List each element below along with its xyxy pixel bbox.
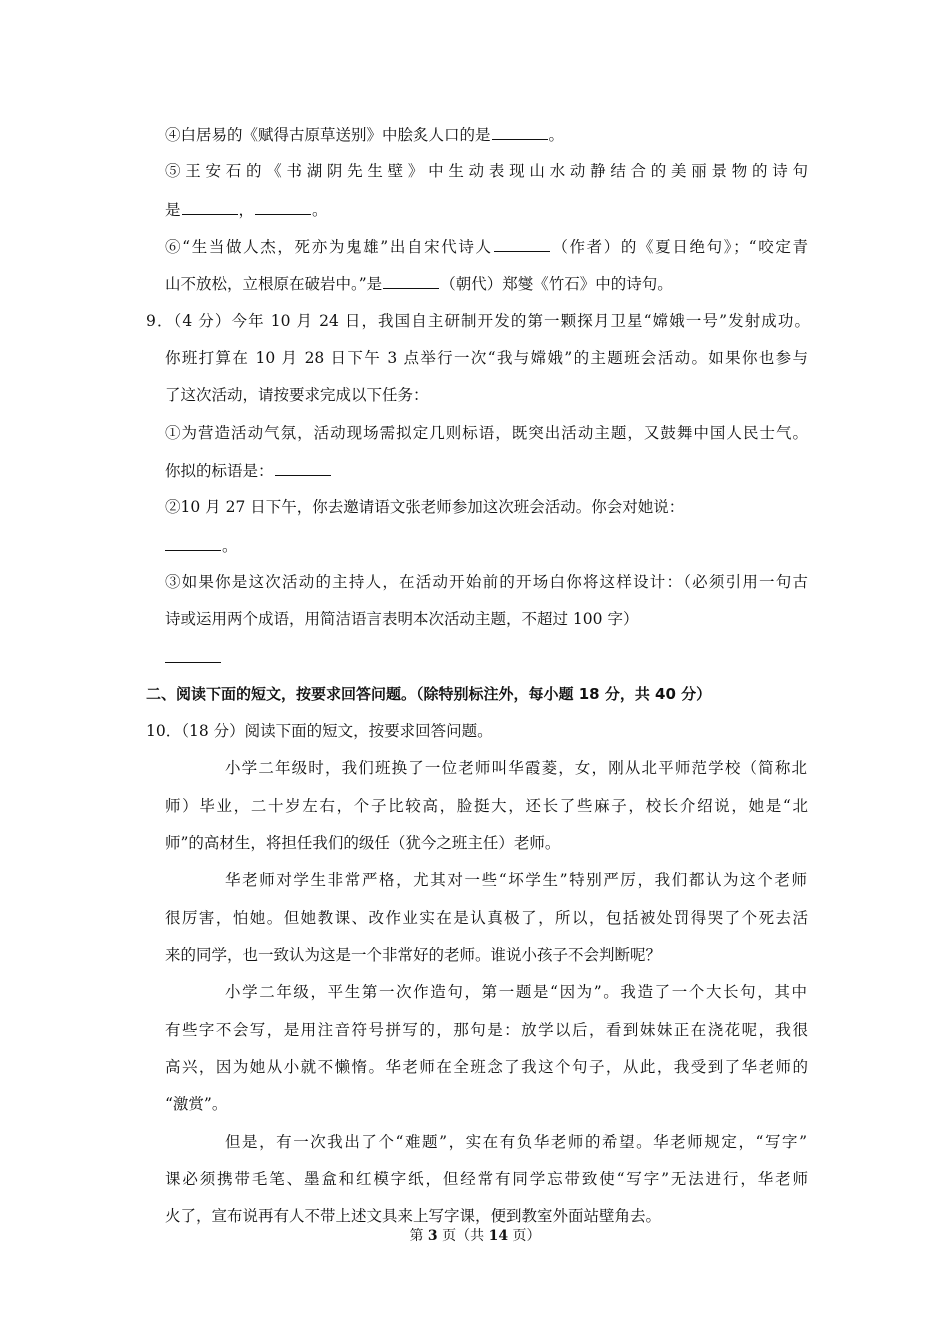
answer-blank [165,534,221,551]
answer-blank [165,646,221,663]
answer-blank [494,235,550,252]
answer-blank [492,123,548,140]
footer-text: 页） [508,1228,541,1244]
page-number: 3 [427,1228,438,1244]
task-2: ②10 月 27 日下午，你去邀请语文张老师参加这次班会活动。你会对她说： [165,498,685,516]
passage-paragraph-1-cont: 师）毕业，二十岁左右，个子比较高，脸挺大，还长了些麻子，校长介绍说，她是“北 [165,797,808,815]
passage-paragraph-4: 但是，有一次我出了个“难题”，实在有负华老师的希望。华老师规定，“写字” [225,1133,807,1151]
line-text: 。 [548,126,565,144]
passage-paragraph-3: 小学二年级，平生第一次作造句，第一题是“因为”。我造了一个大长句，其中 [225,983,807,1001]
passage-paragraph-1: 小学二年级时，我们班换了一位老师叫华霞菱，女，刚从北平师范学校（简称北 [225,759,807,777]
question-10-stem: 10．（18 分）阅读下面的短文，按要求回答问题。 [146,722,493,740]
line-text: ⑥“生当做人杰，死亦为鬼雄”出自宋代诗人 [165,238,493,256]
footer-text: 第 [409,1228,428,1244]
line-text: （朝代）郑燮《竹石》中的诗句。 [440,275,673,293]
line-text: 。 [222,537,238,555]
passage-paragraph-1-cont: 师”的高材生，将担任我们的级任（犹今之班主任）老师。 [165,834,561,852]
passage-paragraph-2: 华老师对学生非常严格，尤其对一些“坏学生”特别严厉，我们都认为这个老师 [225,871,807,889]
page-footer [0,1226,950,1246]
passage-paragraph-4-cont: 课必须携带毛笔、墨盒和红模字纸，但经常有同学忘带致使“写字”无法进行，华老师 [165,1170,808,1188]
task-1-answer [165,459,332,482]
answer-blank [255,198,311,215]
line-text: 。 [312,201,328,219]
passage-paragraph-3-cont: 有些字不会写，是用注音符号拼写的，那句是：放学以后，看到妹妹正在浇花呢，我很 [165,1021,808,1039]
task-2-answer [165,534,238,557]
line-5: ⑤王安石的《书湖阴先生壁》中生动表现山水动静结合的美丽景物的诗句 [165,162,808,180]
passage-paragraph-3-cont: 高兴，因为她从小就不懒惰。华老师在全班念了我这个句子，从此，我受到了华老师的 [165,1058,808,1076]
line-6 [165,235,808,258]
passage-paragraph-2-cont: 来的同学，也一致认为这是一个非常好的老师。谁说小孩子不会判断呢？ [165,946,662,964]
section-title: 二、阅读下面的短文，按要求回答问题。（除特别标注外，每小题 18 分，共 40 分） [146,685,712,703]
passage-paragraph-3-cont: “激赏”。 [165,1095,228,1113]
question-9-stem-cont: 你班打算在 10 月 28 日下午 3 点举行一次“我与嫦娥”的主题班会活动。如果你也参与 [165,349,808,367]
line-text: （作者）的《夏日绝句》；“咬定青 [550,238,808,256]
line-5-cont [165,198,328,221]
question-9-stem: 9．（4 分）今年 10 月 24 日，我国自主研制开发的第一颗探月卫星“嫦娥一号”发射成功。 [146,312,810,330]
task-3: ③如果你是这次活动的主持人，在活动开始前的开场白你将这样设计：（必须引用一句古 [165,573,808,591]
line-text: 山不放松，立根原在破岩中。”是 [165,275,383,293]
answer-blank [275,459,331,476]
passage-paragraph-2-cont: 很厉害，怕她。但她教课、改作业实在是认真极了，所以，包括被处罚得哭了个死去活 [165,909,808,927]
passage-paragraph-4-cont: 火了，宣布说再有人不带上述文具来上写字课，便到教室外面站壁角去。 [165,1207,662,1225]
answer-blank [383,272,439,289]
task-3-cont: 诗或运用两个成语，用简洁语言表明本次活动主题，不超过 100 字） [165,610,639,628]
line-6-cont [165,272,673,295]
line-4 [165,123,564,146]
answer-blank [182,198,238,215]
question-9-stem-cont: 了这次活动，请按要求完成以下任务： [165,386,429,404]
total-pages: 14 [488,1228,509,1244]
line-text: ④白居易的《赋得古原草送别》中脍炙人口的是 [165,126,491,144]
task-3-answer [165,646,222,669]
line-text: 你拟的标语是： [165,462,274,480]
line-text: ， [238,201,255,219]
footer-text: 页（共 [437,1228,489,1244]
line-text: 是 [165,201,181,219]
task-1: ①为营造活动气氛，活动现场需拟定几则标语，既突出活动主题，又鼓舞中国人民士气。 [165,424,808,442]
